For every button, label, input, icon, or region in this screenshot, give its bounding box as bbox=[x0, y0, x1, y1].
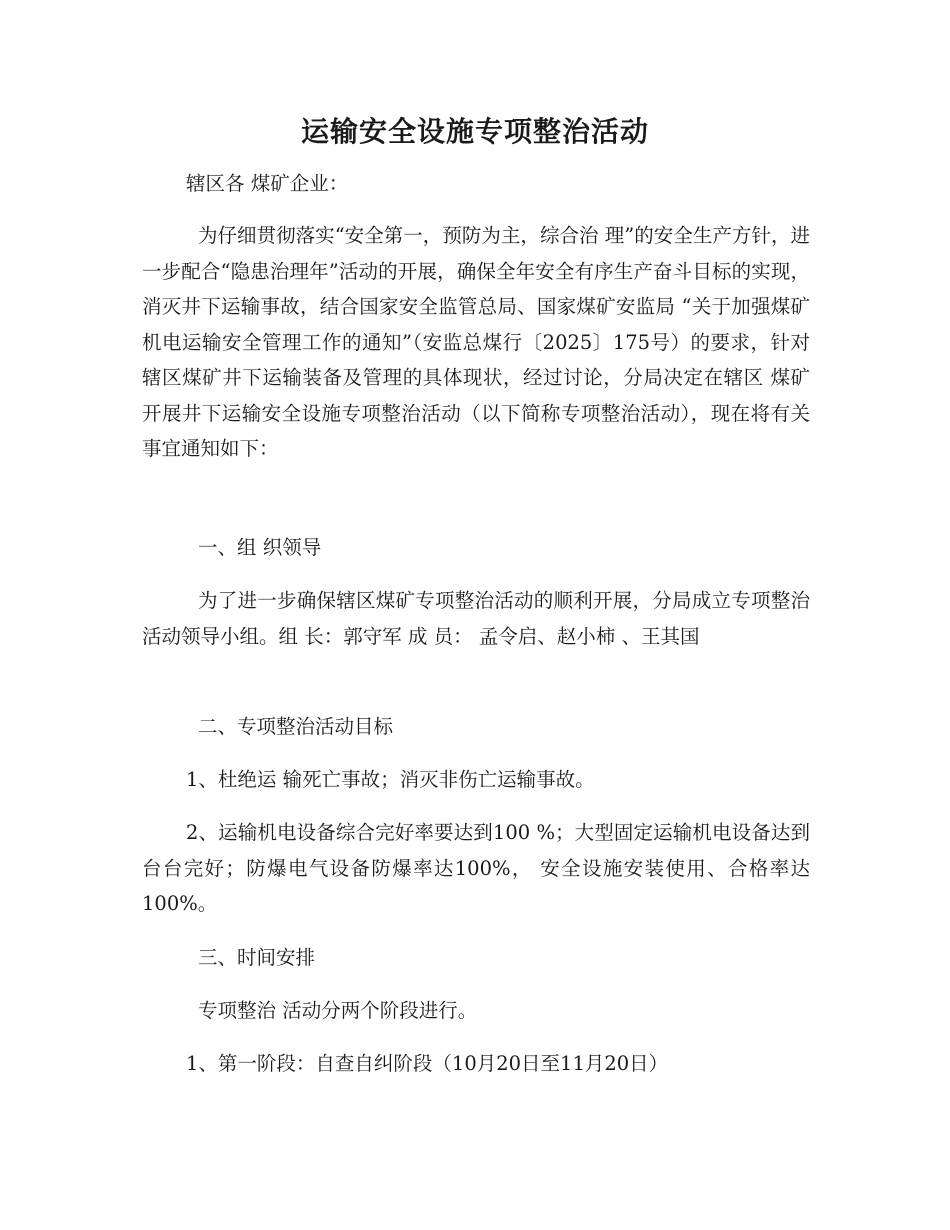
salutation: 辖区各 煤矿企业： bbox=[186, 172, 349, 195]
section1-body: 为了进一步确保辖区煤矿专项整治活动的顺利开展，分局成立专项整治活动领导小组。组 长：郭守军 成 员： 孟令启、赵小柿 、王其国 bbox=[142, 589, 810, 648]
goal-1: 1、杜绝运 输死亡事故；消灭非伤亡运输事故。 bbox=[186, 768, 595, 791]
phase-1: 1、第一阶段：自查自纠阶段（10月20日至11月20日） bbox=[186, 1052, 669, 1075]
section3-body: 专项整治 活动分两个阶段进行。 bbox=[198, 999, 478, 1022]
intro-paragraph: 为仔细贯彻落实“安全第一，预防为主，综合治 理”的安全生产方针，进一步配合“隐患治理年”活动的开展，确保全年安全有序生产奋斗目标的实现，消灭井下运输事故，结合国家安全监管总局、国家煤矿安监局 “关于加强煤矿机电运输安全管理工作的通知”（安监总煤行〔2025〕175号）的要求，针对辖区煤矿井下运输装备及管理的具体现状，经过讨论，分局决定在辖区 煤矿开展井下运输安全设施专项整治活动（以下简称专项整治活动），现在将有关事宜通知如下： bbox=[142, 224, 810, 460]
section3-heading: 三、时间安排 bbox=[198, 946, 316, 969]
section2-heading: 二、专项整治活动目标 bbox=[198, 715, 394, 738]
section1-heading: 一、组 织领导 bbox=[198, 536, 322, 559]
goal-2: 2、运输机电设备综合完好率要达到100 %；大型固定运输机电设备达到台台完好；防爆电气设备防爆率达100%， 安全设施安装使用、合格率达100%。 bbox=[142, 821, 810, 915]
document-title: 运输安全设施专项整治活动 bbox=[300, 115, 649, 148]
